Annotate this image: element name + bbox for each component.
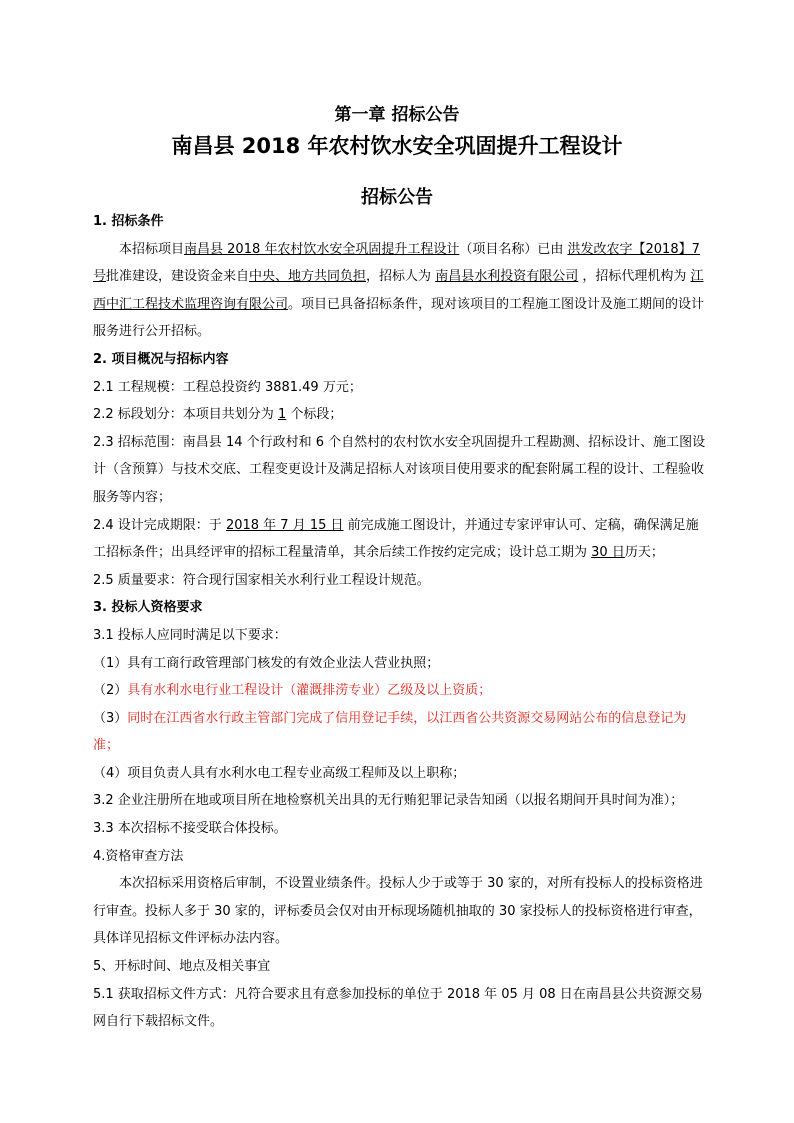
text: （项目名称）已由 <box>459 241 568 257</box>
requirement-3 <box>93 705 707 760</box>
requirement-1: （1）具有工商行政管理部门核发的有效企业法人营业执照； <box>93 655 440 671</box>
text: （2） <box>93 683 128 699</box>
text: 。项目已具备招标条件，现对该项目的工程施工图设计及施工期间的设计服务进行公开招标。 <box>93 296 705 340</box>
item-2-3: 2.3 招标范围：南昌县 14 个行政村和 6 个自然村的农村饮水安全巩固提升工程勘测、招标设计、施工图设计（含预算）与技术交底、工程变更设计及满足招标人对该项目使用要求的配套附属工程的设计、工程验收服务等内容； <box>93 434 706 505</box>
chapter-heading: 第一章 招标公告 <box>334 105 460 125</box>
heading-opening: 5、开标时间、地点及相关事宜 <box>93 959 271 975</box>
agent-name: 江西中汇工程技术监理咨询有限公司 <box>93 269 704 312</box>
text: ，招标人为 <box>366 269 436 285</box>
text: 本招标项目 <box>119 241 185 257</box>
document-body <box>93 208 707 1036</box>
text: 个标段； <box>286 407 343 423</box>
design-duration: 30 日 <box>591 545 625 561</box>
heading-review-method: 4.资格审查方法 <box>93 848 184 864</box>
text: 批准建设，建设资金来自 <box>106 269 250 285</box>
text: 历天； <box>624 545 664 561</box>
item-2-5: 2.5 质量要求：符合现行国家相关水利行业工程设计规范。 <box>93 572 430 588</box>
item-3-1: 3.1 投标人应同时满足以下要求： <box>93 627 287 643</box>
item-3-3: 3.3 本次招标不接受联合体投标。 <box>93 821 287 837</box>
approval-number: 洪发改农字【2018】7 号 <box>93 241 700 285</box>
text: 2.2 标段划分：本项目共划分为 <box>93 407 278 423</box>
requirement-2-highlight: 具有水利水电行业工程设计（灌溉排涝专业）乙级及以上资质； <box>127 683 492 699</box>
text: 2.4 设计完成期限：于 <box>93 517 226 533</box>
heading-qualification: 3. 投标人资格要求 <box>93 600 203 616</box>
item-3-2: 3.2 企业注册所在地或项目所在地检察机关出具的无行贿犯罪记录告知函（以报名期间开具时间为准）； <box>93 793 684 809</box>
deadline-date: 2018 年 7 月 15 日 <box>225 517 344 533</box>
item-2-4 <box>93 512 707 567</box>
tenderer-name: 南昌县水利投资有限公司 <box>435 269 579 285</box>
requirement-2 <box>93 677 707 705</box>
requirement-4: （4）项目负责人具有水利水电工程专业高级工程师及以上职称； <box>93 765 466 781</box>
project-name: 南昌县 2018 年农村饮水安全巩固提升工程设计 <box>184 241 460 257</box>
text: ，招标代理机构为 <box>578 269 691 285</box>
requirement-3-highlight: 同时在江西省水行政主管部门完成了信用登记手续，以江西省公共资源交易网站公布的信息登记为准； <box>93 710 687 754</box>
fund-source: 中央、地方共同负担 <box>249 269 367 285</box>
lot-count: 1 <box>277 407 287 423</box>
heading-project-overview: 2. 项目概况与招标内容 <box>93 351 229 367</box>
paragraph-review-method: 本次招标采用资格后审制，不设置业绩条件。投标人少于或等于 30 家的，对所有投标人的投标资格进行审查。投标人多于 30 家的，评标委员会仅对由开标现场随机抽取的 30 家投标人的投标资格进行审查，具体详见招标文件评标办法内容。 <box>93 876 703 947</box>
paragraph-tender-conditions <box>93 236 707 346</box>
document-title: 南昌县 2018 年农村饮水安全巩固提升工程设计 <box>171 134 623 158</box>
item-5-1: 5.1 获取招标文件方式：凡符合要求且有意参加投标的单位于 2018 年 05 月 08 日在南昌县公共资源交易网自行下载招标文件。 <box>93 986 703 1030</box>
heading-tender-conditions: 1. 招标条件 <box>93 214 164 229</box>
item-2-1: 2.1 工程规模：工程总投资约 3881.49 万元； <box>93 379 362 395</box>
item-2-2 <box>93 401 707 429</box>
text: 前完成施工图设计，并通过专家评审认可、定稿，确保满足施工招标条件；出具经评审的招标工程量清单，其余后续工作按约定完成；设计总工期为 <box>93 517 699 561</box>
section-title: 招标公告 <box>361 187 433 208</box>
text: （3） <box>93 710 128 726</box>
